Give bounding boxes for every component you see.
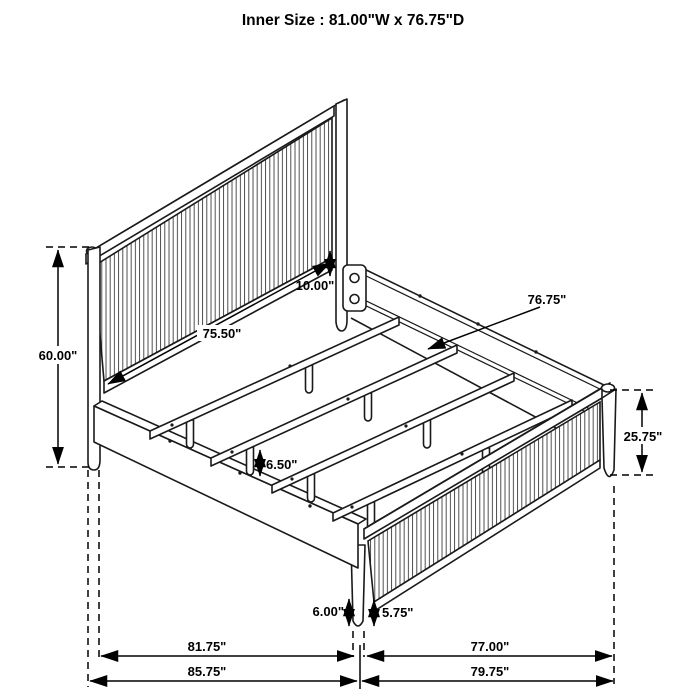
dim-footboard-height-label: 25.75": [623, 429, 663, 444]
left-side-rail: [94, 401, 366, 626]
dim-width-inner-label: 81.75": [187, 639, 227, 654]
footboard-right-post: [602, 389, 616, 477]
dim-panel-width-label: 75.50": [202, 326, 242, 341]
dim-rail-depth-label: 76.75": [527, 292, 567, 307]
dim-depth-inner-label: 77.00": [470, 639, 510, 654]
dim-headboard-height-label: 60.00": [38, 348, 78, 363]
dim-headboard-height: [33, 250, 83, 464]
dim-headboard-gap-label: 10.00": [295, 278, 335, 293]
dim-width-overall-label: 85.75": [187, 664, 227, 679]
footboard: [364, 383, 616, 610]
dim-rail-depth: [428, 292, 566, 349]
slat: [211, 345, 457, 466]
left-rail-front-face: [94, 406, 358, 568]
dim-depth-overall-label: 79.75": [470, 664, 510, 679]
diagram-title: Inner Size : 81.00"W x 76.75"D: [241, 12, 465, 29]
dim-slat-leg-label: 6.50": [266, 457, 298, 472]
dim-footboard-clearance-label: 5.75": [382, 605, 414, 620]
dim-bottom-inner: [101, 639, 612, 656]
dim-footboard-height: [618, 393, 668, 472]
headboard-slat-panel: [94, 118, 332, 381]
dim-bottom-overall: [90, 664, 613, 681]
rail-bracket: [343, 265, 366, 311]
dim-front-leg: [313, 599, 349, 626]
dim-slat-leg: [260, 450, 297, 476]
dim-front-leg-label: 6.00": [312, 604, 344, 619]
